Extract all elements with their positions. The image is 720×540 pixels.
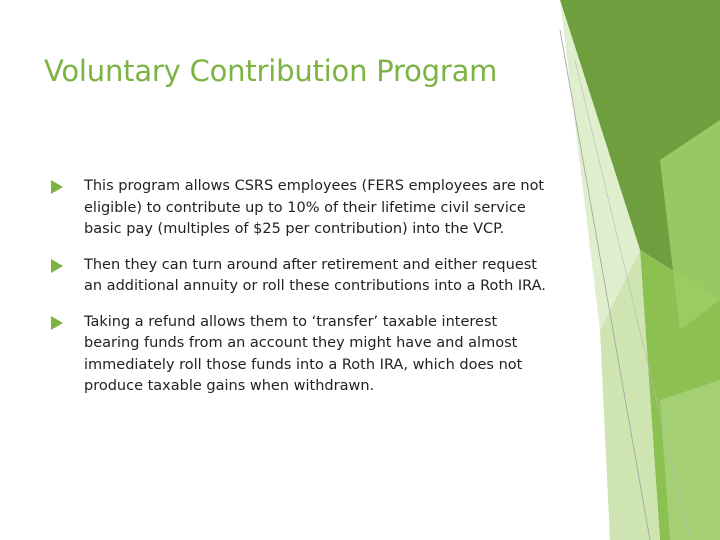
bullet-text: This program allows CSRS employees (FERS employees are not eligible) to contribute up to 10% of their lifetime civil service basic pay (multiples of $25 per contribution) into the VCP.	[84, 178, 545, 237]
triangle-bullet-icon	[51, 180, 63, 194]
bullet-list	[50, 176, 550, 412]
bullet-item	[50, 255, 550, 298]
bullet-text: Taking a refund allows them to ‘transfer’ taxable interest bearing funds from an account they might have and almost immediately roll those funds into a Roth IRA, which does not produce taxable gains when withdrawn.	[84, 313, 523, 394]
triangle-bullet-icon	[51, 316, 63, 330]
bullet-item	[50, 176, 550, 241]
bullet-text: Then they can turn around after retirement and either request an additional annuity or roll these contributions into a Roth IRA.	[84, 256, 546, 294]
triangle-bullet-icon	[51, 259, 63, 273]
facet-faint	[660, 380, 720, 540]
bullet-item	[50, 312, 550, 398]
slide-title: Voluntary Contribution Program	[44, 54, 498, 88]
